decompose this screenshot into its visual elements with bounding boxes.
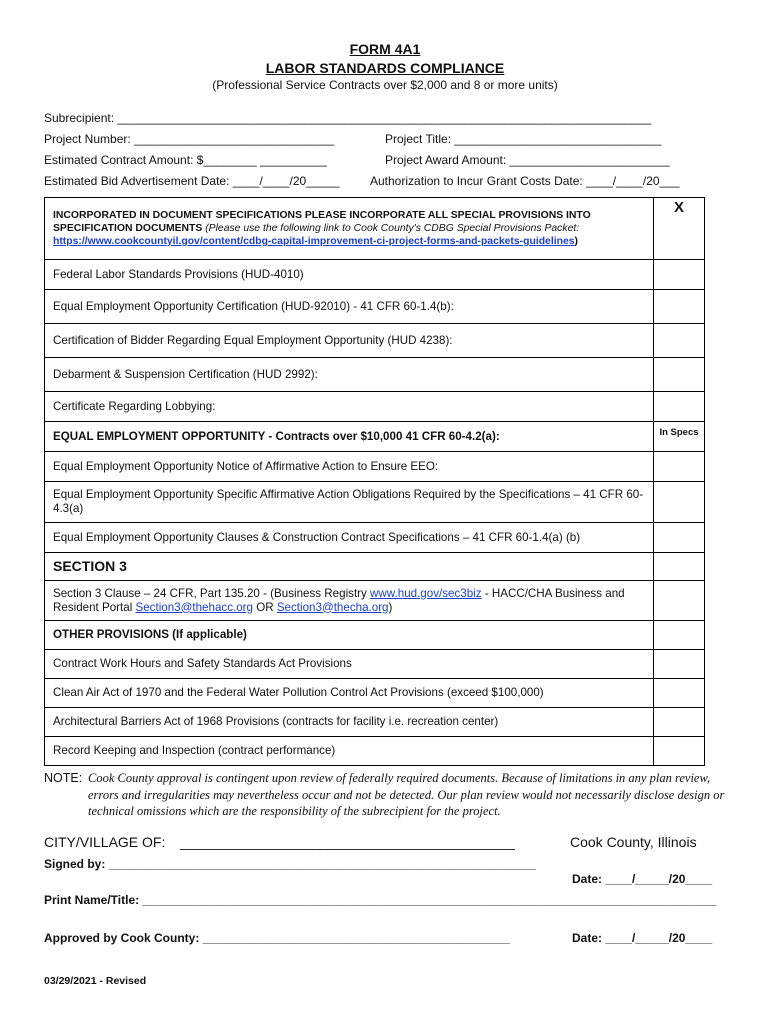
row-label: Record Keeping and Inspection (contract performance) xyxy=(45,737,654,766)
authorization-date-field[interactable]: Authorization to Incur Grant Costs Date: ____/____/20___ xyxy=(370,174,680,188)
date-field-signed[interactable]: Date: ____/_____/20____ xyxy=(572,872,713,886)
section3-text: OR xyxy=(252,600,277,614)
contract-amount-field[interactable]: Estimated Contract Amount: $________ __________ xyxy=(44,153,327,167)
table-row xyxy=(45,650,705,679)
cdbg-packet-link[interactable]: https://www.cookcountyil.gov/content/cdbg-capital-improvement-ci-project-forms-and-packets-guidelines xyxy=(53,236,575,247)
checkbox-cell[interactable] xyxy=(654,708,705,737)
table-row xyxy=(45,581,705,621)
intro-close: ) xyxy=(574,236,578,247)
award-amount-field[interactable]: Project Award Amount: ________________________ xyxy=(385,153,670,167)
subrecipient-field[interactable]: Subrecipient: ________________________________________________________________________________ xyxy=(44,111,652,125)
section3-header-cell xyxy=(45,553,654,581)
eeo-section-header: EQUAL EMPLOYMENT OPPORTUNITY - Contracts over $10,000 41 CFR 60-4.2(a): xyxy=(45,422,654,452)
table-row xyxy=(45,198,705,260)
provisions-table xyxy=(44,197,705,766)
other-provisions-header: OTHER PROVISIONS (If applicable) xyxy=(45,621,654,650)
checkbox-cell[interactable] xyxy=(654,358,705,392)
row-label: Architectural Barriers Act of 1968 Provisions (contracts for facility i.e. recreation center) xyxy=(45,708,654,737)
checkbox-cell[interactable] xyxy=(654,679,705,708)
x-mark: X xyxy=(673,199,684,216)
section3-text: ) xyxy=(388,600,393,614)
approved-by-field[interactable]: Approved by Cook County: ______________________________________________ xyxy=(44,931,510,945)
signed-by-field[interactable]: Signed by: ________________________________________________________________ xyxy=(44,857,536,871)
note-text: Cook County approval is contingent upon review of federally required documents. Because of limitations in any plan review, errors and irregularities may nevertheless occur and not be detected. Our plan review would not necessarily disclose design or technical omissions which are the responsibility of the subrecipient for the project. xyxy=(88,771,725,818)
table-row xyxy=(45,679,705,708)
cha-email-link[interactable]: Section3@thecha.org xyxy=(276,600,389,614)
hud-sec3biz-link[interactable]: www.hud.gov/sec3biz xyxy=(370,586,482,600)
checkbox-cell[interactable] xyxy=(654,581,705,621)
form-title: FORM 4A1 xyxy=(349,41,421,57)
row-label: Equal Employment Opportunity Certification (HUD-92010) - 41 CFR 60-1.4(b): xyxy=(45,290,654,324)
row-label: Certificate Regarding Lobbying: xyxy=(45,392,654,422)
section3-text: Section 3 Clause – 24 CFR, Part 135.20 - (Business Registry xyxy=(53,586,371,600)
section3-text: - HACC/CHA Business and Resident Portal xyxy=(53,586,625,614)
note-label: NOTE: xyxy=(44,771,83,785)
table-row xyxy=(45,358,705,392)
row-label: Contract Work Hours and Safety Standards Act Provisions xyxy=(45,650,654,679)
section3-header: SECTION 3 xyxy=(53,557,127,574)
row-label: Equal Employment Opportunity Notice of Affirmative Action to Ensure EEO: xyxy=(45,452,654,482)
project-title-field[interactable]: Project Title: _______________________________ xyxy=(385,132,662,146)
table-row xyxy=(45,621,705,650)
revision-date: 03/29/2021 - Revised xyxy=(44,975,147,987)
in-specs-mark: In Specs xyxy=(659,427,699,438)
project-number-field[interactable]: Project Number: ______________________________ xyxy=(44,132,335,146)
table-row xyxy=(45,392,705,422)
checkbox-cell[interactable] xyxy=(654,737,705,766)
checkbox-cell[interactable] xyxy=(654,523,705,553)
checkbox-cell[interactable] xyxy=(654,324,705,358)
city-village-field[interactable]: ___________________________________________ xyxy=(180,834,515,850)
intro-cell xyxy=(45,198,654,260)
checkbox-cell[interactable] xyxy=(654,260,705,290)
checkbox-cell[interactable] xyxy=(654,452,705,482)
table-row xyxy=(45,290,705,324)
checkbox-cell[interactable] xyxy=(654,482,705,523)
row-label: Clean Air Act of 1970 and the Federal Water Pollution Control Act Provisions (exceed $100,000) xyxy=(45,679,654,708)
intro-italic: (Please use the following link to Cook County's CDBG Special Provisions Packet: xyxy=(205,223,580,234)
date-field-approved[interactable]: Date: ____/_____/20____ xyxy=(572,931,713,945)
print-name-title-field[interactable]: Print Name/Title: ______________________________________________________________________________________ xyxy=(44,893,717,907)
section3-cell xyxy=(45,581,654,621)
row-label: Equal Employment Opportunity Specific Affirmative Action Obligations Required by the Specifications – 41 CFR 60-4.3(a) xyxy=(45,482,654,523)
table-row xyxy=(45,260,705,290)
intro-mark-cell xyxy=(654,198,705,260)
city-village-label: CITY/VILLAGE OF: xyxy=(44,834,166,850)
row-label: Equal Employment Opportunity Clauses & Construction Contract Specifications – 41 CFR 60-1.4(a) (b) xyxy=(45,523,654,553)
hacc-email-link[interactable]: Section3@thehacc.org xyxy=(135,600,253,614)
checkbox-cell[interactable] xyxy=(654,650,705,679)
table-row xyxy=(45,737,705,766)
row-label: Debarment & Suspension Certification (HUD 2992): xyxy=(45,358,654,392)
checkbox-cell[interactable] xyxy=(654,553,705,581)
table-row xyxy=(45,553,705,581)
table-row xyxy=(45,452,705,482)
row-label: Federal Labor Standards Provisions (HUD-4010) xyxy=(45,260,654,290)
form-subtitle: LABOR STANDARDS COMPLIANCE xyxy=(265,60,505,76)
bid-date-field[interactable]: Estimated Bid Advertisement Date: ____/____/20_____ xyxy=(44,174,340,188)
table-row xyxy=(45,422,705,452)
intro-bold: INCORPORATED IN DOCUMENT SPECIFICATIONS PLEASE INCORPORATE ALL SPECIAL PROVISIONS INTO SPECIFICATION DOCUMENTS xyxy=(53,210,591,234)
checkbox-cell[interactable] xyxy=(654,290,705,324)
table-row xyxy=(45,523,705,553)
eeo-mark-cell xyxy=(654,422,705,452)
row-label: Certification of Bidder Regarding Equal Employment Opportunity (HUD 4238): xyxy=(45,324,654,358)
form-scope-note: (Professional Service Contracts over $2,000 and 8 or more units) xyxy=(212,78,558,92)
table-row xyxy=(45,482,705,523)
checkbox-cell[interactable] xyxy=(654,392,705,422)
table-row xyxy=(45,708,705,737)
checkbox-cell[interactable] xyxy=(654,621,705,650)
approval-note xyxy=(44,770,734,820)
county-name: Cook County, Illinois xyxy=(570,834,697,850)
table-row xyxy=(45,324,705,358)
